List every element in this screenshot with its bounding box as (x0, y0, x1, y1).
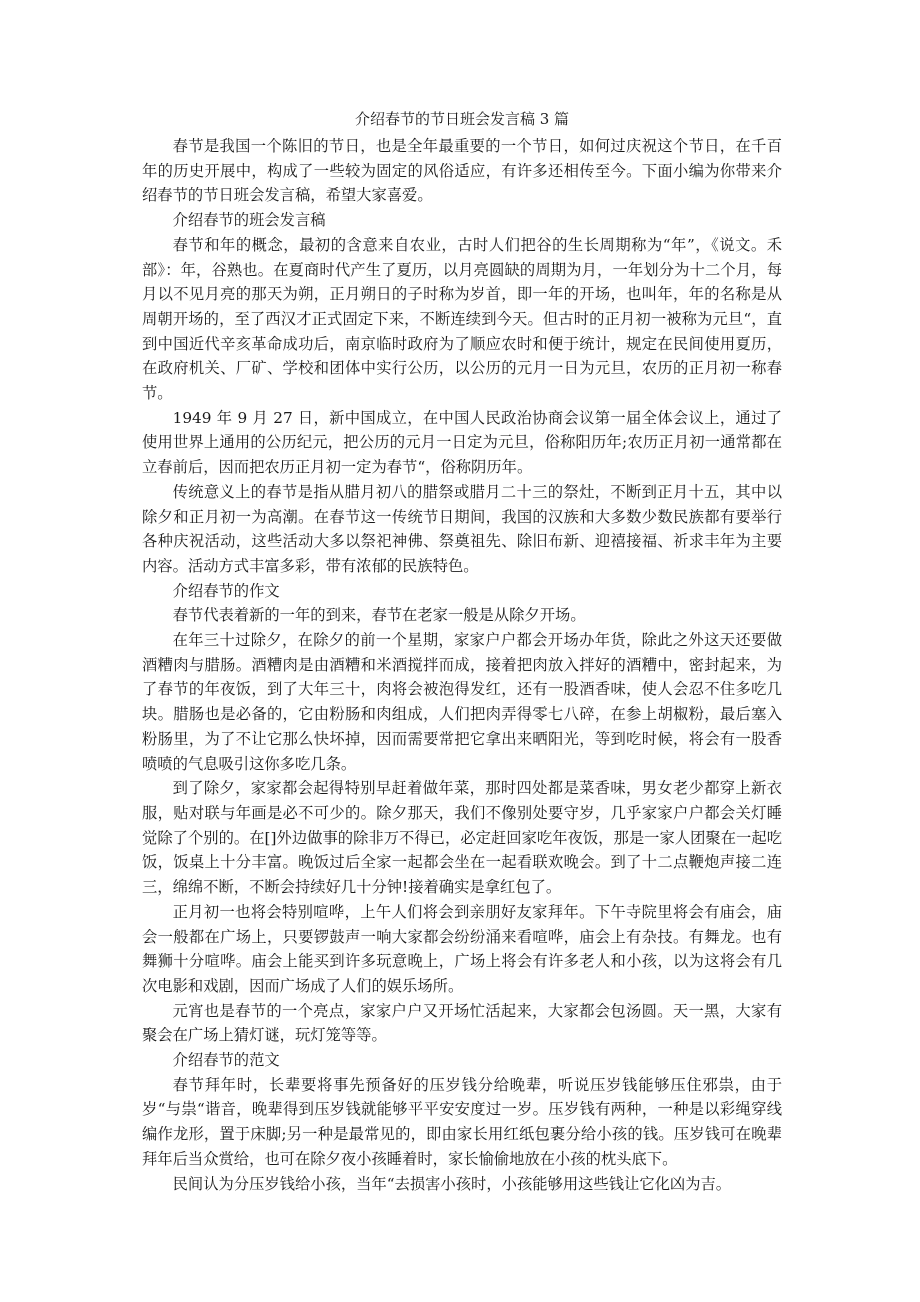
paragraph-new-years-eve: 到了除夕，家家都会起得特别早赶着做年菜，那时四处都是菜香味，男女老少都穿上新衣服，贴对联与年画是必不可少的。除夕那天，我们不像别处要守岁，几乎家家户户都会关灯睡觉除了个别的。在[]外边做事的除非万不得已，必定赶回家吃年夜饭，那是一家人团聚在一起吃饭，饭桌上十分丰富。晚饭过后全家一起都会坐在一起看联欢晚会。到了十二点鞭炮声接二连三，绵绵不断，不断会持续好几十分钟!接着确实是拿红包了。 (142, 779, 782, 897)
paragraph-lantern-festival: 元宵也是春节的一个亮点，家家户户又开场忙活起来，大家都会包汤圆。天一黑，大家有聚会在广场上猜灯谜，玩灯笼等等。 (142, 1001, 782, 1045)
section-heading-model-essay: 介绍春节的范文 (172, 1051, 280, 1070)
paragraph-origin-of-nian: 春节和年的概念，最初的含意来自农业，古时人们把谷的生长周期称为“年”，《说文。禾部》：年，谷熟也。在夏商时代产生了夏历，以月亮圆缺的周期为月，一年划分为十二个月，每月以不见月亮的那天为朔，正月朔日的子时称为岁首，即一年的开场，也叫年，年的名称是从周朝开场的，至了西汉才正式固定下来，不断连续到今天。但古时的正月初一被称为元旦“，直到中国近代辛亥革命成功后，南京临时政府为了顺应农时和便于统计，规定在民间使用夏历，在政府机关、厂矿、学校和团体中实行公历，以公历的元月一日为元旦，农历的正月初一称春节。 (142, 235, 782, 403)
paragraph-folk-belief: 民间认为分压岁钱给小孩，当年“去损害小孩时，小孩能够用这些钱让它化凶为吉。 (172, 1174, 732, 1193)
document-page (142, 108, 782, 1196)
section-heading-class-speech: 介绍春节的班会发言稿 (172, 211, 326, 230)
paragraph-first-day: 正月初一也将会特别喧哗，上午人们将会到亲朋好友家拜年。下午寺院里将会有庙会，庙会一般都在广场上，只要锣鼓声一响大家都会纷纷涌来看喧哗，庙会上有杂技。有舞龙。也有舞狮十分喧哗。庙会上能买到许多玩意晚上，广场上将会有许多老人和小孩，以为这将会有几次电影和戏剧，因而广场成了人们的娱乐场所。 (142, 902, 782, 995)
paragraph-lucky-money: 春节拜年时，长辈要将事先预备好的压岁钱分给晚辈，听说压岁钱能够压住邪祟，由于岁“与祟“谐音，晚辈得到压岁钱就能够平平安安度过一岁。压岁钱有两种，一种是以彩绳穿线编作龙形，置于床脚;另一种是最常见的，即由家长用红纸包裹分给小孩的钱。压岁钱可在晚辈拜年后当众赏给，也可在除夕夜小孩睡着时，家长愉偷地放在小孩的枕头底下。 (142, 1075, 782, 1168)
document-title: 介绍春节的节日班会发言稿 3 篇 (354, 110, 570, 128)
paragraph-1949-calendar: 1949 年 9 月 27 日，新中国成立，在中国人民政治协商会议第一届全体会议上，通过了使用世界上通用的公历纪元，把公历的元月一日定为元旦，俗称阳历年;农历正月初一通常都在立春前后，因而把农历正月初一定为春节“，俗称阴历年。 (142, 408, 782, 477)
paragraph-traditional-meaning: 传统意义上的春节是指从腊月初八的腊祭或腊月二十三的祭灶，不断到正月十五，其中以除夕和正月初一为高潮。在春节这一传统节日期间，我国的汉族和大多数少数民族都有要举行各种庆祝活动，这些活动大多以祭祀神佛、祭奠祖先、除旧布新、迎禧接福、祈求丰年为主要内容。活动方式丰富多彩，带有浓郁的民族特色。 (142, 482, 782, 575)
section-heading-essay: 介绍春节的作文 (172, 581, 280, 600)
paragraph-new-year-start: 春节代表着新的一年的到来，春节在老家一般是从除夕开场。 (172, 606, 586, 625)
intro-paragraph: 春节是我国一个陈旧的节日，也是全年最重要的一个节日，如何过庆祝这个节日，在千百年的历史开展中，构成了一些较为固定的风俗适应，有许多还相传至今。下面小编为你带来介绍春节的节日班会发言稿，希望大家喜爱。 (142, 137, 782, 205)
paragraph-new-years-eve-prep: 在年三十过除夕，在除夕的前一个星期，家家户户都会开场办年货，除此之外这天还要做酒糟肉与腊肠。酒糟肉是由酒糟和米酒搅拌而成，接着把肉放入拌好的酒糟中，密封起来，为了春节的年夜饭，到了大年三十，肉将会被泡得发红，还有一股酒香味，使人会忍不住多吃几块。腊肠也是必备的，它由粉肠和肉组成，人们把肉弄得零七八碎，在参上胡椒粉，最后塞入粉肠里，为了不让它那么快坏掉，因而需要常把它拿出来晒阳光，等到吃时候，将会有一股香喷喷的气息吸引这你多吃几条。 (142, 631, 782, 773)
